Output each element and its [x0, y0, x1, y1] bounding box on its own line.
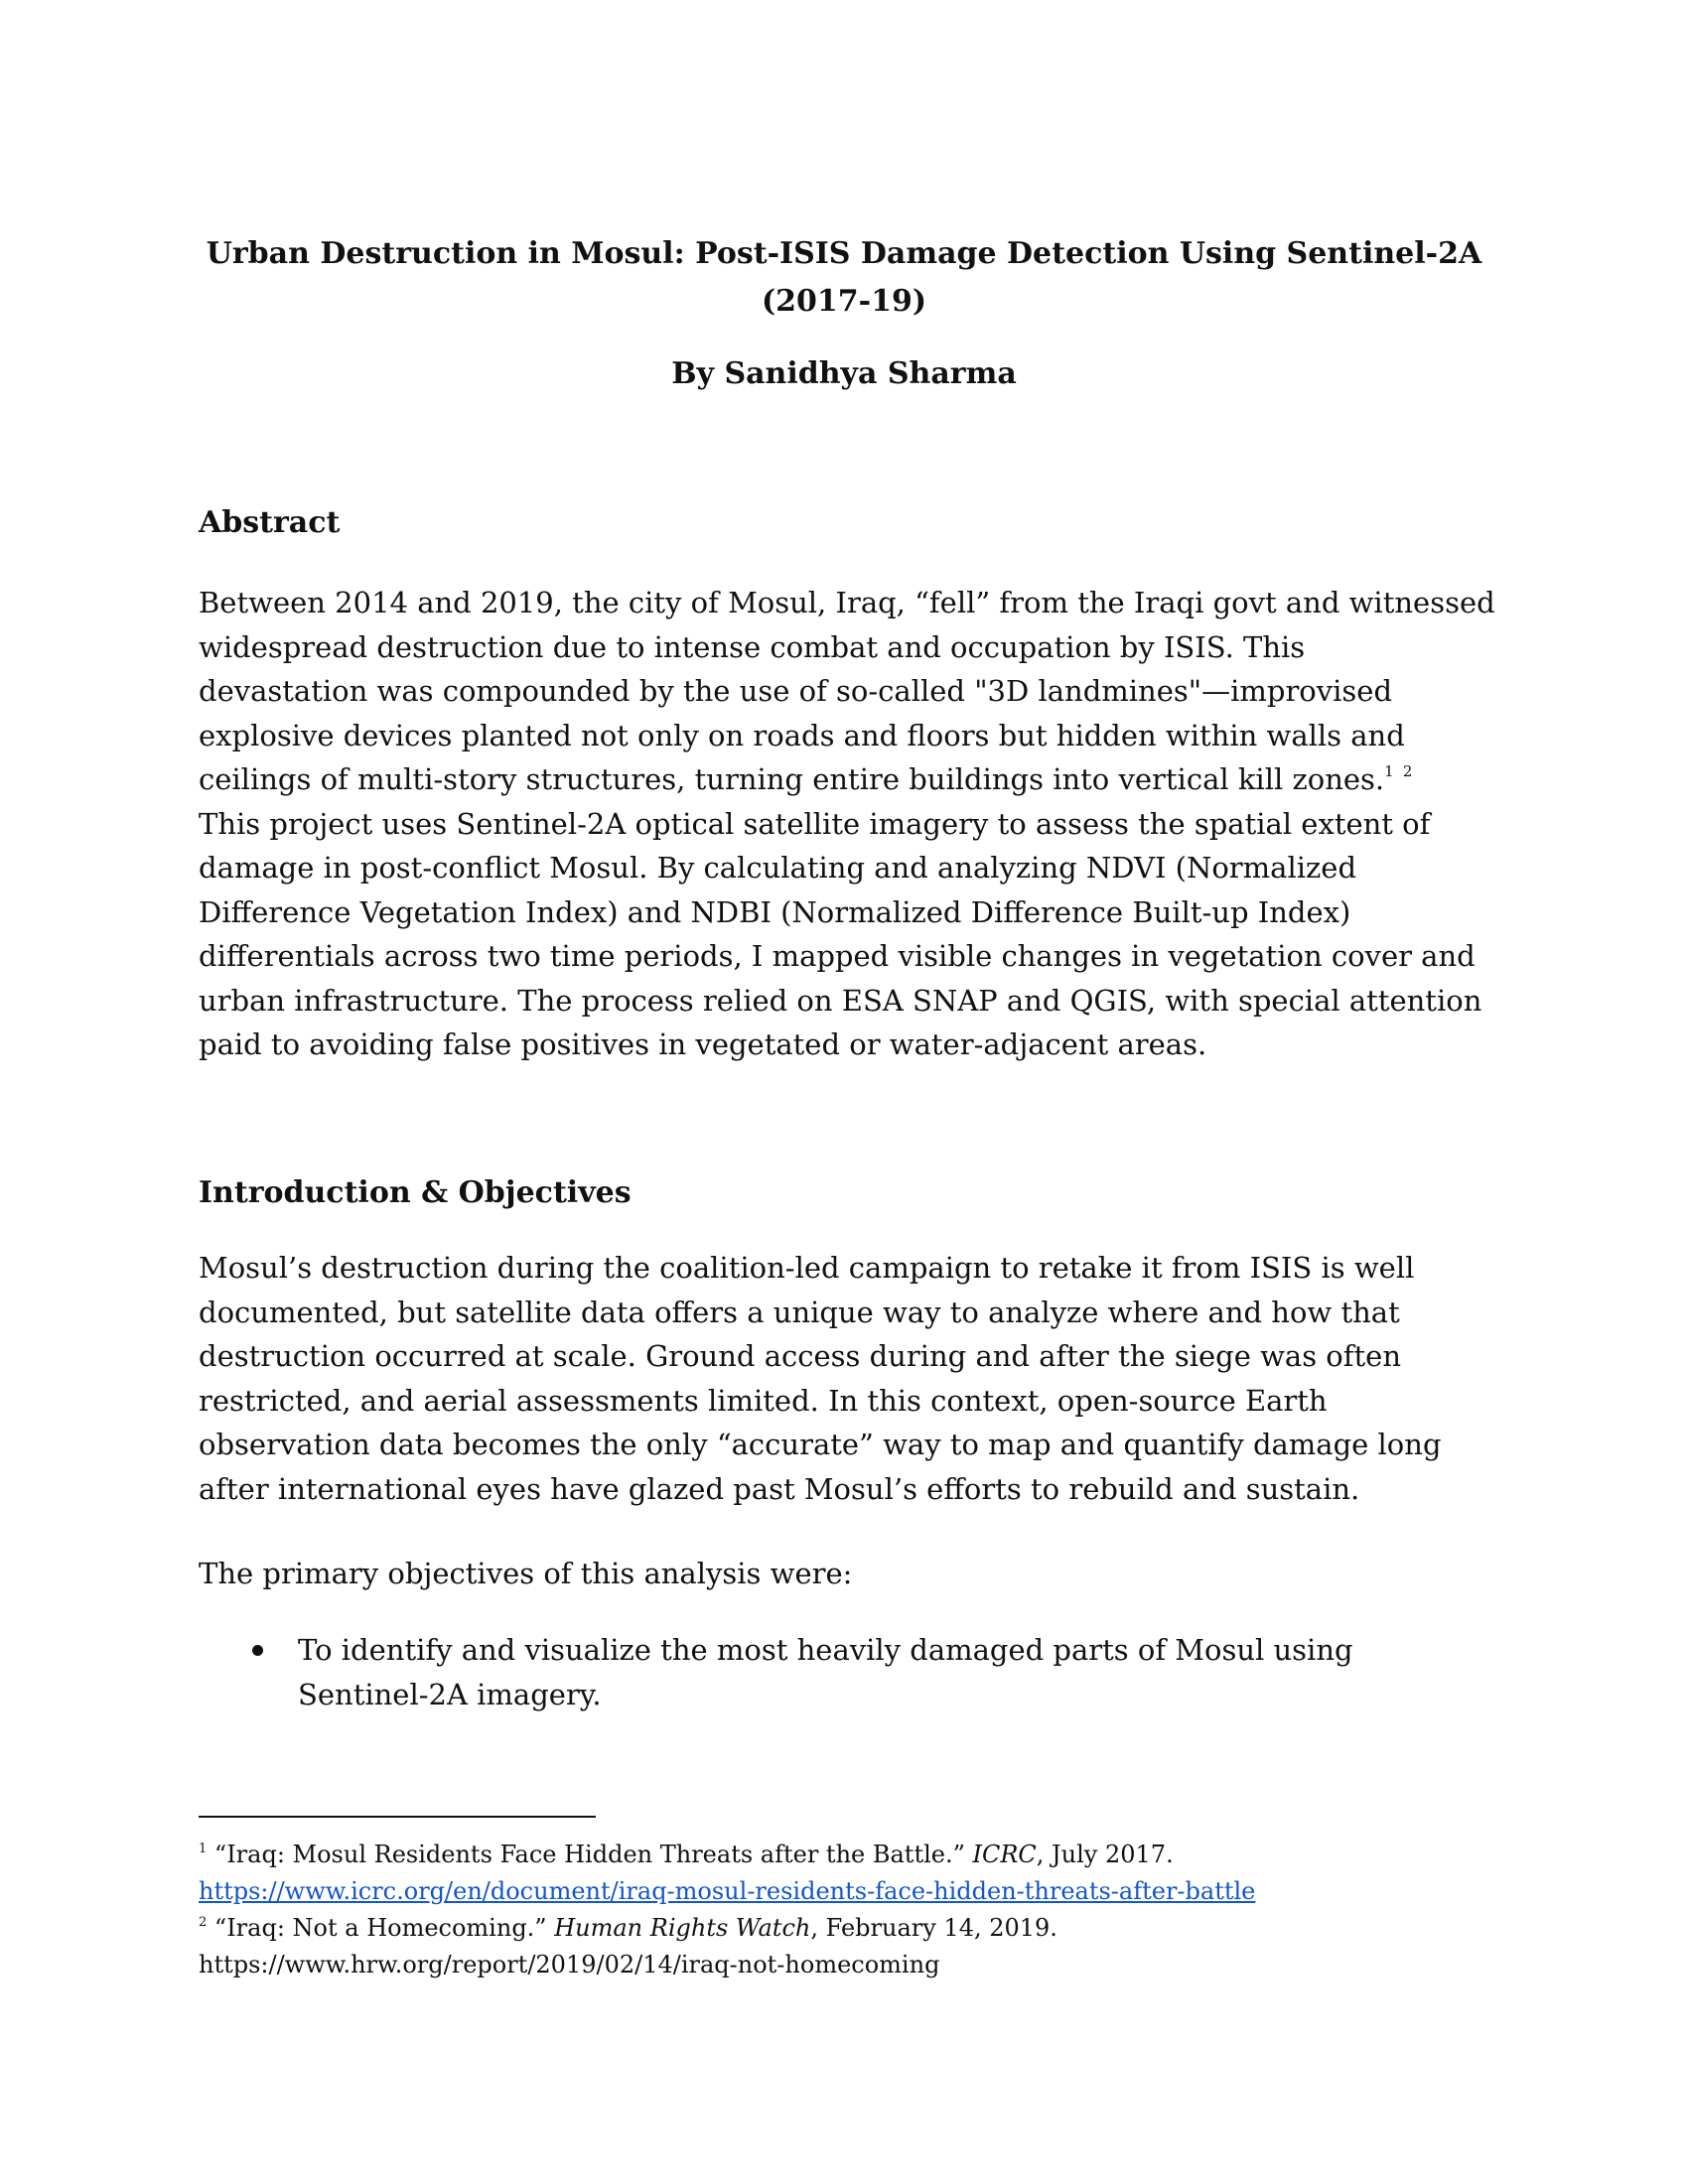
- abstract-line: differentials across two time periods, I mapped visible changes in vegetation cover and: [199, 939, 1476, 973]
- abstract-paragraph: [199, 581, 1495, 1067]
- footnote-title: “Iraq: Not a Homecoming.”: [213, 1914, 547, 1942]
- paper-title: [199, 230, 1489, 326]
- footnote-divider: [199, 1816, 596, 1818]
- footnote-2: [199, 1910, 1489, 1947]
- list-item: [199, 1628, 1489, 1716]
- footnote-1: [199, 1837, 1489, 1873]
- objectives-intro: The primary objectives of this analysis were:: [199, 1557, 853, 1590]
- footnote-date: , July 2017.: [1036, 1841, 1174, 1868]
- footnote-url-text: https://www.hrw.org/report/2019/02/14/iraq-not-homecoming: [199, 1951, 940, 1979]
- footnote-link[interactable]: https://www.icrc.org/en/document/iraq-mosul-residents-face-hidden-threats-after-battle: [199, 1877, 1256, 1905]
- abstract-line: Difference Vegetation Index) and NDBI (Normalized Difference Built-up Index): [199, 894, 1351, 929]
- introduction-heading: Introduction & Objectives: [199, 1175, 632, 1210]
- bullet-line: To identify and visualize the most heavily damaged parts of Mosul using: [298, 1633, 1353, 1667]
- footnote-number: 1: [199, 1842, 208, 1856]
- introduction-line: documented, but satellite data offers a unique way to analyze where and how that: [199, 1295, 1400, 1329]
- introduction-line: Mosul’s destruction during the coalition-led campaign to retake it from ISIS is well: [199, 1251, 1415, 1285]
- footnote-source: Human Rights Watch: [554, 1914, 811, 1942]
- abstract-line-with-refs: [199, 757, 1489, 802]
- bullet-icon: [252, 1645, 263, 1656]
- abstract-line: devastation was compounded by the use of so-called "3D landmines"—improvised: [199, 674, 1393, 708]
- introduction-line: after international eyes have glazed past Mosul’s efforts to rebuild and sustain.: [199, 1471, 1360, 1506]
- abstract-line: damage in post-conflict Mosul. By calculating and analyzing NDVI (Normalized: [199, 851, 1357, 885]
- bullet-line: Sentinel-2A imagery.: [298, 1677, 602, 1711]
- abstract-line: This project uses Sentinel-2A optical satellite imagery to assess the spatial extent of: [199, 806, 1431, 841]
- footnotes: [199, 1837, 1489, 1983]
- footnote-source: ICRC: [972, 1841, 1037, 1868]
- footnote-date: , February 14, 2019.: [810, 1914, 1057, 1942]
- introduction-line: restricted, and aerial assessments limited. In this context, open-source Earth: [199, 1383, 1328, 1418]
- introduction-line: observation data becomes the only “accurate” way to map and quantify damage long: [199, 1428, 1442, 1461]
- introduction-paragraph: [199, 1246, 1489, 1511]
- abstract-heading: Abstract: [199, 505, 341, 540]
- title-line: Urban Destruction in Mosul: Post-ISIS Damage Detection Using Sentinel-2A: [206, 236, 1482, 271]
- footnote-ref-2[interactable]: 2: [1402, 762, 1413, 780]
- footnote-number: 2: [199, 1915, 208, 1930]
- abstract-line: paid to avoiding false positives in vegetated or water-adjacent areas.: [199, 1027, 1207, 1061]
- objectives-list: [199, 1628, 1489, 1716]
- author-byline: By Sanidhya Sharma: [671, 356, 1017, 391]
- abstract-line: Between 2014 and 2019, the city of Mosul, Iraq, “fell” from the Iraqi govt and witnessed: [199, 586, 1495, 619]
- introduction-line: destruction occurred at scale. Ground access during and after the siege was often: [199, 1339, 1401, 1373]
- abstract-line: widespread destruction due to intense combat and occupation by ISIS. This: [199, 629, 1306, 664]
- footnote-ref-1[interactable]: 1: [1384, 762, 1394, 780]
- abstract-line: urban infrastructure. The process relied on ESA SNAP and QGIS, with special attention: [199, 983, 1482, 1018]
- abstract-line: explosive devices planted not only on roads and floors but hidden within walls and: [199, 718, 1405, 752]
- title-line: (2017-19): [761, 284, 927, 319]
- abstract-line: ceilings of multi-story structures, turning entire buildings into vertical kill zones.: [199, 762, 1385, 796]
- footnote-title: “Iraq: Mosul Residents Face Hidden Threats after the Battle.”: [213, 1841, 965, 1868]
- footnote-1-url-line: [199, 1873, 1489, 1910]
